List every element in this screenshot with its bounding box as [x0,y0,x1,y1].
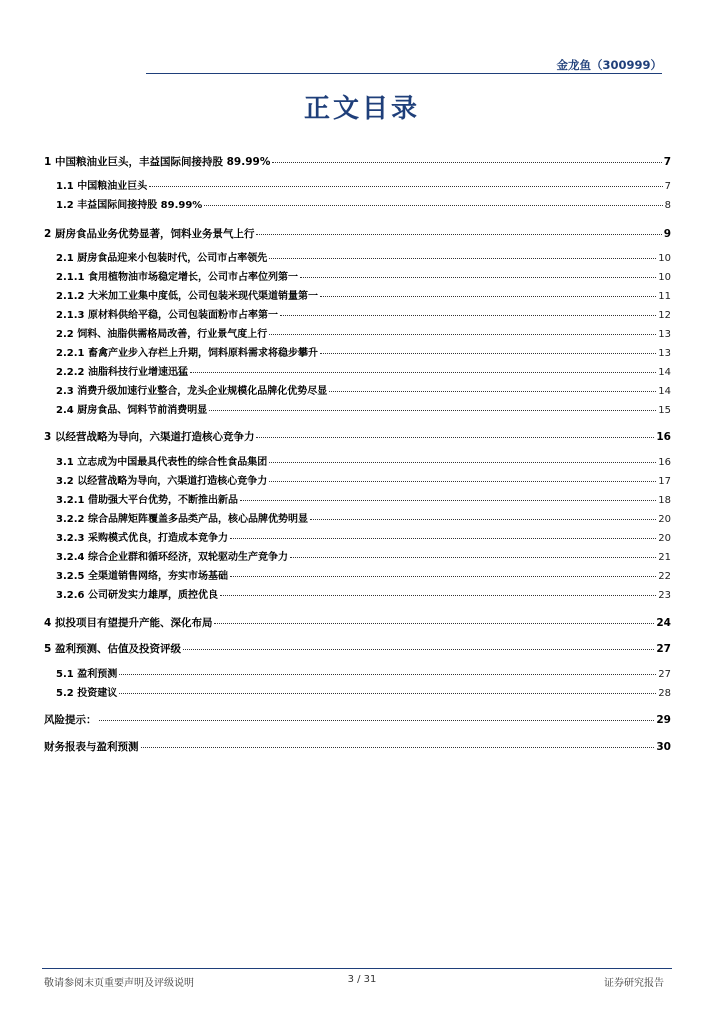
toc-entry[interactable] [56,668,671,682]
toc-entry-page: 20 [658,533,671,544]
toc-leader-dots [310,518,656,520]
toc-entry-title: 5.1 盈利预测 [56,669,118,680]
toc-entry-page: 20 [658,514,671,525]
toc-entry-title: 2.1 厨房食品迎来小包装时代，公司市占率领先 [56,253,268,264]
toc-leader-dots [329,390,656,392]
toc-entry-title: 3.2.1 借助强大平台优势，不断推出新品 [56,495,238,506]
toc-entry-page: 24 [656,617,671,629]
toc-entry-page: 16 [656,431,671,443]
toc-entry-title: 3 以经营战略为导向，六渠道打造核心竞争力 [44,431,255,443]
toc-entry-title: 财务报表与盈利预测 [44,741,139,753]
header-company-title: 金龙鱼（300999） [556,58,662,72]
toc-entry[interactable] [56,513,671,527]
footer-report-type: 证券研究报告 [604,978,664,989]
toc-entry-title: 3.2.6 公司研发实力雄厚，质控优良 [56,590,218,601]
toc-leader-dots [190,371,656,373]
toc-leader-dots [320,295,656,297]
toc-entry[interactable] [56,475,671,489]
toc-leader-dots [230,537,656,539]
toc-entry-title: 2.3 消费升级加速行业整合，龙头企业规模化品牌化优势尽显 [56,386,328,397]
toc-entry-page: 13 [658,348,671,359]
footer-divider [42,968,672,969]
toc-entry[interactable] [56,570,671,584]
toc-entry-page: 7 [664,181,671,192]
toc-leader-dots [230,575,656,577]
toc-leader-dots [256,233,661,235]
toc-leader-dots [204,204,662,206]
toc-entry[interactable] [44,155,671,169]
footer-disclaimer: 敬请参阅末页重要声明及评级说明 [44,978,194,989]
toc-leader-dots [220,594,656,596]
toc-leader-dots [240,499,656,501]
toc-entry-page: 8 [664,200,671,211]
toc-entry-title: 5 盈利预测、估值及投资评级 [44,643,181,655]
toc-entry-page: 16 [658,457,671,468]
toc-entry[interactable] [56,328,671,342]
toc-entry-page: 29 [656,714,671,726]
toc-entry-title: 2.2.2 油脂科技行业增速迅猛 [56,367,188,378]
toc-entry[interactable] [44,642,671,656]
toc-entry-title: 3.2.2 综合品牌矩阵覆盖多品类产品，核心品牌优势明显 [56,514,308,525]
toc-entry-page: 27 [658,669,671,680]
toc-leader-dots [214,622,654,624]
toc-entry-page: 17 [658,476,671,487]
toc-leader-dots [269,480,656,482]
toc-entry-page: 10 [658,272,671,283]
toc-entry-title: 3.2.5 全渠道销售网络，夯实市场基础 [56,571,228,582]
toc-entry[interactable] [44,713,671,727]
toc-leader-dots [183,648,654,650]
toc-entry-page: 18 [658,495,671,506]
toc-leader-dots [280,314,656,316]
toc-entry[interactable] [56,199,671,213]
toc-entry-title: 2.4 厨房食品、饲料节前消费明显 [56,405,208,416]
toc-leader-dots [320,352,656,354]
toc-entry-title: 3.2.4 综合企业群和循环经济，双轮驱动生产竞争力 [56,552,288,563]
toc-entry-page: 22 [658,571,671,582]
toc-entry-title: 3.2 以经营战略为导向，六渠道打造核心竞争力 [56,476,268,487]
toc-entry-title: 2.2.1 畜禽产业步入存栏上升期，饲料原料需求将稳步攀升 [56,348,318,359]
toc-entry-title: 4 拟投项目有望提升产能、深化布局 [44,617,213,629]
toc-entry-title: 风险提示： [44,714,97,726]
toc-entry-title: 5.2 投资建议 [56,688,118,699]
toc-entry-title: 3.1 立志成为中国最具代表性的综合性食品集团 [56,457,268,468]
toc-entry[interactable] [56,456,671,470]
toc-entry[interactable] [56,589,671,603]
toc-entry-page: 12 [658,310,671,321]
toc-entry[interactable] [44,616,671,630]
toc-leader-dots [290,556,656,558]
toc-leader-dots [119,692,656,694]
toc-leader-dots [256,436,654,438]
toc-entry-page: 15 [658,405,671,416]
toc-entry-page: 23 [658,590,671,601]
toc-entry-page: 30 [656,741,671,753]
toc-entry[interactable] [56,347,671,361]
toc-entry-page: 14 [658,367,671,378]
toc-leader-dots [141,746,655,748]
toc-entry-title: 3.2.3 采购模式优良，打造成本竞争力 [56,533,228,544]
page-title: 正文目录 [303,94,420,124]
toc-entry[interactable] [44,227,671,241]
toc-entry[interactable] [44,430,671,444]
toc-entry[interactable] [56,366,671,380]
toc-leader-dots [269,333,656,335]
toc-leader-dots [269,257,656,259]
toc-entry[interactable] [56,271,671,285]
toc-entry[interactable] [56,494,671,508]
toc-entry-page: 28 [658,688,671,699]
toc-entry-page: 21 [658,552,671,563]
toc-entry[interactable] [56,180,671,194]
toc-entry[interactable] [56,290,671,304]
toc-entry[interactable] [56,404,671,418]
toc-entry-title: 1 中国粮油业巨头，丰益国际间接持股 89.99% [44,156,271,168]
toc-entry[interactable] [56,252,671,266]
toc-leader-dots [99,719,655,721]
toc-entry-title: 2.2 饲料、油脂供需格局改善，行业景气度上行 [56,329,268,340]
toc-leader-dots [209,409,656,411]
toc-entry-page: 9 [663,228,671,240]
header-divider [146,73,662,74]
toc-entry[interactable] [56,532,671,546]
toc-entry[interactable] [56,687,671,701]
toc-entry-page: 11 [658,291,671,302]
toc-entry[interactable] [56,385,671,399]
toc-leader-dots [300,276,656,278]
footer-page-number: 3 / 31 [347,974,377,985]
toc-entry-page: 14 [658,386,671,397]
toc-entry-title: 2.1.1 食用植物油市场稳定增长，公司市占率位列第一 [56,272,298,283]
toc-entry-page: 7 [663,156,671,168]
toc-entry-title: 2.1.2 大米加工业集中度低，公司包装米现代渠道销量第一 [56,291,318,302]
toc-entry[interactable] [44,740,671,754]
toc-entry-title: 1.2 丰益国际间接持股 89.99% [56,200,203,211]
toc-entry-title: 2 厨房食品业务优势显著，饲料业务景气上行 [44,228,255,240]
toc-entry-page: 13 [658,329,671,340]
toc-leader-dots [119,673,656,675]
toc-leader-dots [269,461,656,463]
toc-entry-page: 10 [658,253,671,264]
toc-entry[interactable] [56,309,671,323]
toc-entry-title: 2.1.3 原材料供给平稳，公司包装面粉市占率第一 [56,310,278,321]
toc-leader-dots [149,185,662,187]
toc-leader-dots [272,161,661,163]
toc-entry[interactable] [56,551,671,565]
toc-entry-page: 27 [656,643,671,655]
toc-entry-title: 1.1 中国粮油业巨头 [56,181,148,192]
